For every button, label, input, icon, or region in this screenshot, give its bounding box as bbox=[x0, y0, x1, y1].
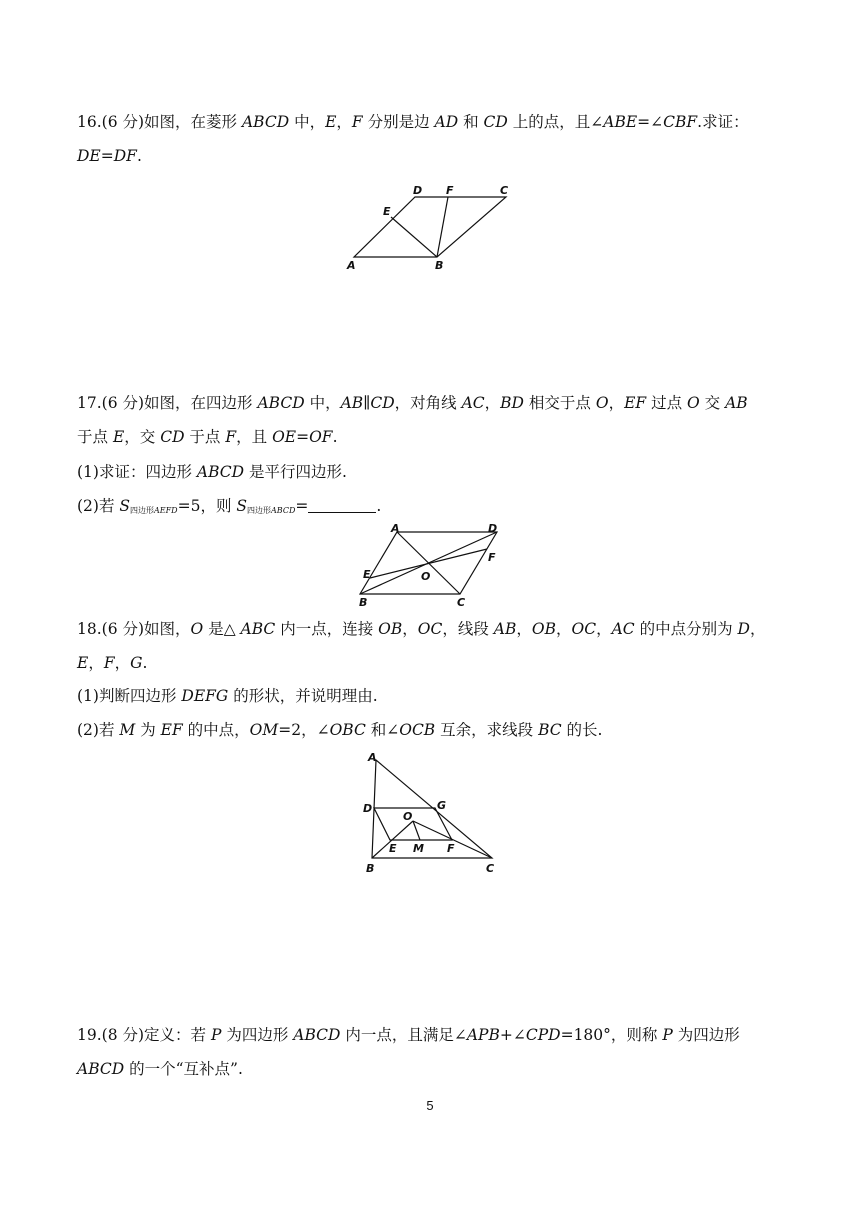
text-segment: ， bbox=[596, 620, 612, 638]
q17-part2-prefix: (2)若 bbox=[77, 497, 120, 515]
q17-line-2 bbox=[77, 426, 338, 448]
text-segment: ，线段 bbox=[442, 620, 494, 638]
math-term: ABCD bbox=[257, 394, 305, 412]
text-segment: ∥ bbox=[363, 394, 371, 412]
q17-period: . bbox=[376, 497, 382, 515]
text-segment: 中， bbox=[304, 394, 341, 412]
q17-line-4 bbox=[77, 495, 381, 522]
label-C: C bbox=[486, 862, 495, 875]
label-C: C bbox=[500, 184, 509, 197]
math-term: G bbox=[130, 654, 143, 672]
text-segment: 17.(6 分)如图，在四边形 bbox=[77, 394, 258, 412]
text-segment: 相交于点 bbox=[523, 394, 596, 412]
label-D: D bbox=[488, 522, 498, 535]
text-segment: ，且 bbox=[236, 428, 273, 446]
text-segment: 过点 bbox=[646, 394, 688, 412]
text-segment: ， bbox=[484, 394, 501, 412]
q16-line-2 bbox=[77, 145, 142, 167]
math-term: OF bbox=[309, 428, 333, 446]
q18-line-2 bbox=[77, 652, 147, 674]
label-E: E bbox=[383, 205, 391, 218]
q17-line-1 bbox=[77, 392, 748, 414]
math-term: F bbox=[103, 654, 115, 672]
label-M: M bbox=[413, 842, 424, 855]
label-A: A bbox=[368, 751, 377, 764]
math-term: CD bbox=[160, 428, 185, 446]
label-A: A bbox=[347, 259, 356, 272]
math-term: P bbox=[662, 1026, 673, 1044]
text-segment: =2，∠ bbox=[278, 721, 330, 739]
text-segment: ， bbox=[749, 620, 766, 638]
q17-part2-middle: =5，则 bbox=[177, 497, 237, 515]
text-segment: ， bbox=[556, 620, 572, 638]
segment-BE bbox=[391, 217, 437, 257]
math-term: ABCD bbox=[241, 113, 290, 131]
math-term: E bbox=[77, 654, 89, 672]
text-segment: 于点 bbox=[77, 428, 113, 446]
math-term: E bbox=[112, 428, 125, 446]
text-segment: 的一个“互补点”. bbox=[124, 1060, 243, 1078]
math-term: AB bbox=[725, 394, 748, 412]
label-A: A bbox=[391, 522, 400, 535]
text-segment: 于点 bbox=[184, 428, 226, 446]
math-term: APB bbox=[466, 1026, 500, 1044]
q16-rhombus-figure bbox=[340, 178, 520, 274]
math-term: BD bbox=[500, 394, 524, 412]
text-segment: 交 bbox=[699, 394, 726, 412]
text-segment: 的长. bbox=[561, 721, 603, 739]
math-term: OC bbox=[571, 620, 597, 638]
text-segment: ，对角线 bbox=[394, 394, 462, 412]
text-segment: 和 bbox=[458, 113, 484, 131]
text-segment: 内一点，且满足∠ bbox=[340, 1026, 467, 1044]
area-symbol-2: S bbox=[236, 497, 248, 515]
math-term: AC bbox=[461, 394, 485, 412]
label-E: E bbox=[363, 568, 371, 581]
text-segment: 的中点， bbox=[182, 721, 250, 739]
q17-equals: = bbox=[295, 497, 309, 515]
text-segment: 的中点分别为 bbox=[634, 620, 738, 638]
text-segment: . bbox=[136, 147, 142, 165]
math-term: CD bbox=[370, 394, 395, 412]
math-term: CBF bbox=[663, 113, 698, 131]
math-term: ABCD bbox=[293, 1026, 341, 1044]
q19-line-1 bbox=[77, 1024, 740, 1046]
math-term: DE bbox=[77, 147, 101, 165]
text-segment: . bbox=[142, 654, 148, 672]
label-D: D bbox=[363, 802, 373, 815]
text-segment: ，交 bbox=[124, 428, 161, 446]
label-B: B bbox=[435, 259, 444, 272]
text-segment: (2)若 bbox=[77, 721, 120, 739]
area-subscript-2b: ABCD bbox=[271, 506, 296, 515]
math-term: OC bbox=[417, 620, 443, 638]
text-segment: 互余，求线段 bbox=[435, 721, 539, 739]
math-term: DEFG bbox=[181, 687, 229, 705]
math-term: OBC bbox=[329, 721, 366, 739]
label-D: D bbox=[413, 184, 423, 197]
text-segment: ， bbox=[516, 620, 532, 638]
text-segment: 是平行四边形. bbox=[244, 463, 347, 481]
math-term: EF bbox=[624, 394, 647, 412]
area-subscript-2a: 四边形 bbox=[247, 506, 272, 515]
text-segment: 分别是边 bbox=[362, 113, 435, 131]
text-segment: ， bbox=[114, 654, 131, 672]
text-segment: 18.(6 分)如图， bbox=[77, 620, 191, 638]
math-term: E bbox=[325, 113, 337, 131]
q18-line-4 bbox=[77, 719, 602, 741]
text-segment: 和∠ bbox=[365, 721, 400, 739]
math-term: CPD bbox=[525, 1026, 561, 1044]
math-term: CD bbox=[483, 113, 508, 131]
label-F: F bbox=[446, 184, 454, 197]
area-symbol-1: S bbox=[119, 497, 131, 515]
math-term: AB bbox=[340, 394, 364, 412]
math-term: O bbox=[190, 620, 204, 638]
label-G: G bbox=[437, 799, 447, 812]
text-segment: 中， bbox=[289, 113, 326, 131]
math-term: OB bbox=[531, 620, 556, 638]
math-term: D bbox=[737, 620, 750, 638]
q17-parallelogram-figure bbox=[355, 520, 515, 612]
answer-blank[interactable] bbox=[308, 498, 376, 513]
q18-triangle-figure bbox=[355, 748, 505, 878]
text-segment: =∠ bbox=[637, 113, 664, 131]
q19-line-2 bbox=[77, 1058, 243, 1080]
label-B: B bbox=[366, 862, 375, 875]
rhombus-outline bbox=[354, 197, 506, 257]
text-segment: = bbox=[296, 428, 310, 446]
q16-line-1 bbox=[77, 111, 749, 133]
text-segment: ， bbox=[402, 620, 418, 638]
label-O: O bbox=[421, 570, 431, 583]
q18-line-1 bbox=[77, 618, 765, 640]
math-term: OB bbox=[378, 620, 403, 638]
area-subscript-1b: AEFD bbox=[154, 506, 178, 515]
text-segment: ， bbox=[336, 113, 352, 131]
math-term: EF bbox=[160, 721, 183, 739]
label-E: E bbox=[389, 842, 397, 855]
text-segment: ， bbox=[608, 394, 625, 412]
text-segment: (1)判断四边形 bbox=[77, 687, 182, 705]
text-segment: 上的点，且∠ bbox=[507, 113, 604, 131]
text-segment: . bbox=[332, 428, 338, 446]
math-term: O bbox=[595, 394, 609, 412]
label-F: F bbox=[488, 551, 496, 564]
math-term: AB bbox=[493, 620, 517, 638]
label-F: F bbox=[447, 842, 455, 855]
math-term: OCB bbox=[399, 721, 436, 739]
label-C: C bbox=[457, 596, 466, 609]
math-term: AD bbox=[434, 113, 459, 131]
math-term: F bbox=[225, 428, 237, 446]
math-term: M bbox=[119, 721, 136, 739]
area-subscript-1a: 四边形 bbox=[130, 506, 155, 515]
text-segment: 16.(6 分)如图，在菱形 bbox=[77, 113, 242, 131]
text-segment: 的形状，并说明理由. bbox=[228, 687, 378, 705]
text-segment: ， bbox=[88, 654, 104, 672]
text-segment: =180°，则称 bbox=[560, 1026, 663, 1044]
math-term: ABC bbox=[240, 620, 276, 638]
text-segment: 是△ bbox=[203, 620, 241, 638]
quadrilateral-DEFG bbox=[374, 808, 452, 840]
text-segment: (1)求证：四边形 bbox=[77, 463, 197, 481]
label-O: O bbox=[403, 810, 413, 823]
math-term: F bbox=[351, 113, 363, 131]
text-segment: 内一点，连接 bbox=[275, 620, 379, 638]
label-B: B bbox=[359, 596, 368, 609]
math-term: DF bbox=[113, 147, 137, 165]
text-segment: .求证： bbox=[697, 113, 749, 131]
math-term: OE bbox=[272, 428, 297, 446]
text-segment: +∠ bbox=[499, 1026, 526, 1044]
math-term: AC bbox=[611, 620, 635, 638]
text-segment: 为四边形 bbox=[221, 1026, 294, 1044]
math-term: O bbox=[687, 394, 700, 412]
q18-line-3 bbox=[77, 685, 378, 707]
math-term: P bbox=[210, 1026, 222, 1044]
math-term: OM bbox=[249, 721, 279, 739]
segment-BF bbox=[437, 197, 448, 257]
math-term: ABCD bbox=[196, 463, 245, 481]
math-term: ABE bbox=[603, 113, 638, 131]
math-term: ABCD bbox=[77, 1060, 125, 1078]
q17-line-3 bbox=[77, 461, 347, 483]
text-segment: = bbox=[100, 147, 114, 165]
text-segment: 为四边形 bbox=[672, 1026, 740, 1044]
page-number: 5 bbox=[426, 1098, 434, 1113]
text-segment: 为 bbox=[135, 721, 161, 739]
text-segment: 19.(8 分)定义：若 bbox=[77, 1026, 211, 1044]
math-term: BC bbox=[538, 721, 562, 739]
